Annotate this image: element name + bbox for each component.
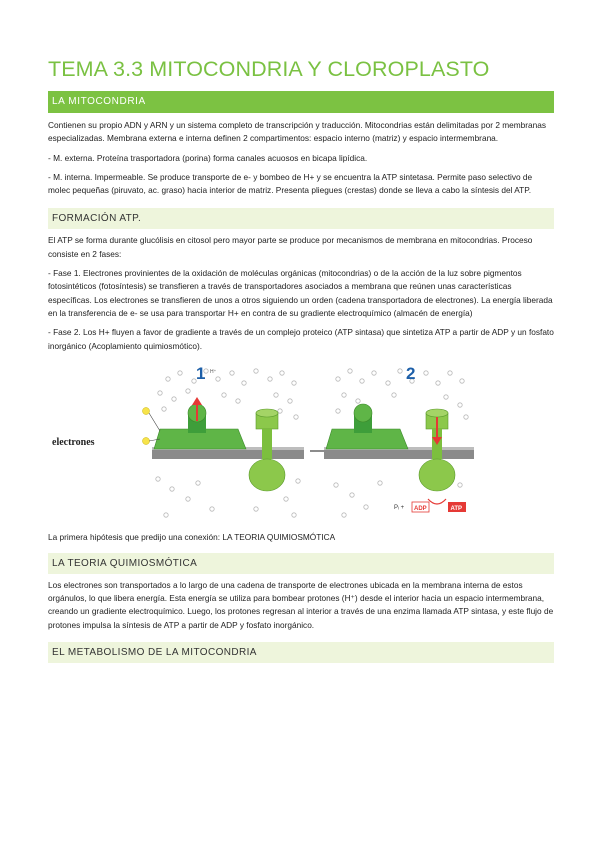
section-heading-metabolismo: EL METABOLISMO DE LA MITOCONDRIA bbox=[48, 642, 554, 663]
electron-transport-complex-2 bbox=[326, 404, 408, 449]
svg-text:ADP: ADP bbox=[414, 505, 427, 512]
section-heading-teoria-quimiosmotica: LA TEORIA QUIMIOSMÓTICA bbox=[48, 553, 554, 574]
page-title: TEMA 3.3 MITOCONDRIA Y CLOROPLASTO bbox=[48, 57, 490, 81]
step-2-number: 2 bbox=[406, 363, 416, 383]
paragraph-teoria: Los electrones son transportados a lo largo de una cadena de transporte de electrones ubicada en la membrana interna de estos orgánulos, lo que libera energía. Esta energía se utiliza para bombear protones (H⁺) desde el interior hacia un espacio intermembrana, creando un gradiente electroquímico. Luego, los protones regresan al interior a través de una enzima llamada ATP sintasa, y este flujo de protones impulsa la síntesis de ATP a partir de ADP y fosfato inorgánico. bbox=[48, 579, 554, 630]
section-heading-formacion-atp: FORMACIÓN ATP. bbox=[48, 208, 554, 229]
paragraph-membrana-externa: - M. externa. Proteína trasportadora (porina) forma canales acuosos en bicapa lipídica. bbox=[48, 152, 368, 163]
atp-badge bbox=[448, 502, 466, 512]
h-plus-label: H⁺ bbox=[210, 368, 217, 375]
paragraph-fase-1: - Fase 1. Electrones provinientes de la oxidación de moléculas orgánicas (mitocondrias) o de la acción de la luz sobre pigmentos fotosintéticos (fotosíntesis) se transfieren a través de transportadores asociados a membrana que reúnen unas características específicas. Los electrones se transfieren de unos a otros siguiendo un orden (cadena transportadora de electrones). La energía liberada en la transferencia de e- se usa para transportar H+ en contra de su gradiente electroquímico (almacén de energía) bbox=[48, 268, 553, 318]
phosphate-label: Pᵢ + bbox=[394, 504, 405, 511]
svg-text:ATP: ATP bbox=[450, 505, 463, 512]
chemiosmosis-diagram bbox=[48, 359, 478, 527]
paragraph-fase-2: - Fase 2. Los H+ fluyen a favor de gradiente a través de un complejo proteico (ATP sintasa) que sintetiza ATP a partir de ADP y un fosfato inorgánico (Acoplamiento quimiosmótico). bbox=[48, 327, 554, 351]
figure-caption: La primera hipótesis que predijo una conexión: LA TEORIA QUIMIOSMÓTICA bbox=[48, 531, 336, 542]
paragraph-mitocondria-intro: Contienen su propio ADN y ARN y un sistema completo de transcripción y traducción. Mitocondrias están delimitadas por 2 membranas especializadas. Membrana externa e interna definen 2 compartimentos: espacio interno (matriz) y espacio intermembrana. bbox=[48, 120, 547, 144]
adp-badge bbox=[412, 502, 429, 512]
step-1-number: 1 bbox=[196, 363, 206, 383]
section-heading-mitocondria: LA MITOCONDRIA bbox=[48, 91, 554, 113]
document-page bbox=[48, 56, 554, 663]
paragraph-membrana-interna: - M. interna. Impermeable. Se produce transporte de e- y bombeo de H+ y se encuentra la ATP sintetasa. Permite paso selectivo de molec pequeñas (piruvato, ac. graso) hacia interior de matriz. Presenta pliegues (crestas) donde se lleva a cabo la síntesis del ATP. bbox=[48, 171, 533, 196]
paragraph-atp-intro: El ATP se forma durante glucólisis en citosol pero mayor parte se produce por mecanismos de membrana en mitocondrias. Proceso consiste en 2 fases: bbox=[48, 235, 533, 259]
chemiosmosis-figure bbox=[48, 359, 478, 527]
electron-transport-complex-1 bbox=[143, 397, 247, 449]
electrones-label: electrones bbox=[52, 436, 95, 448]
